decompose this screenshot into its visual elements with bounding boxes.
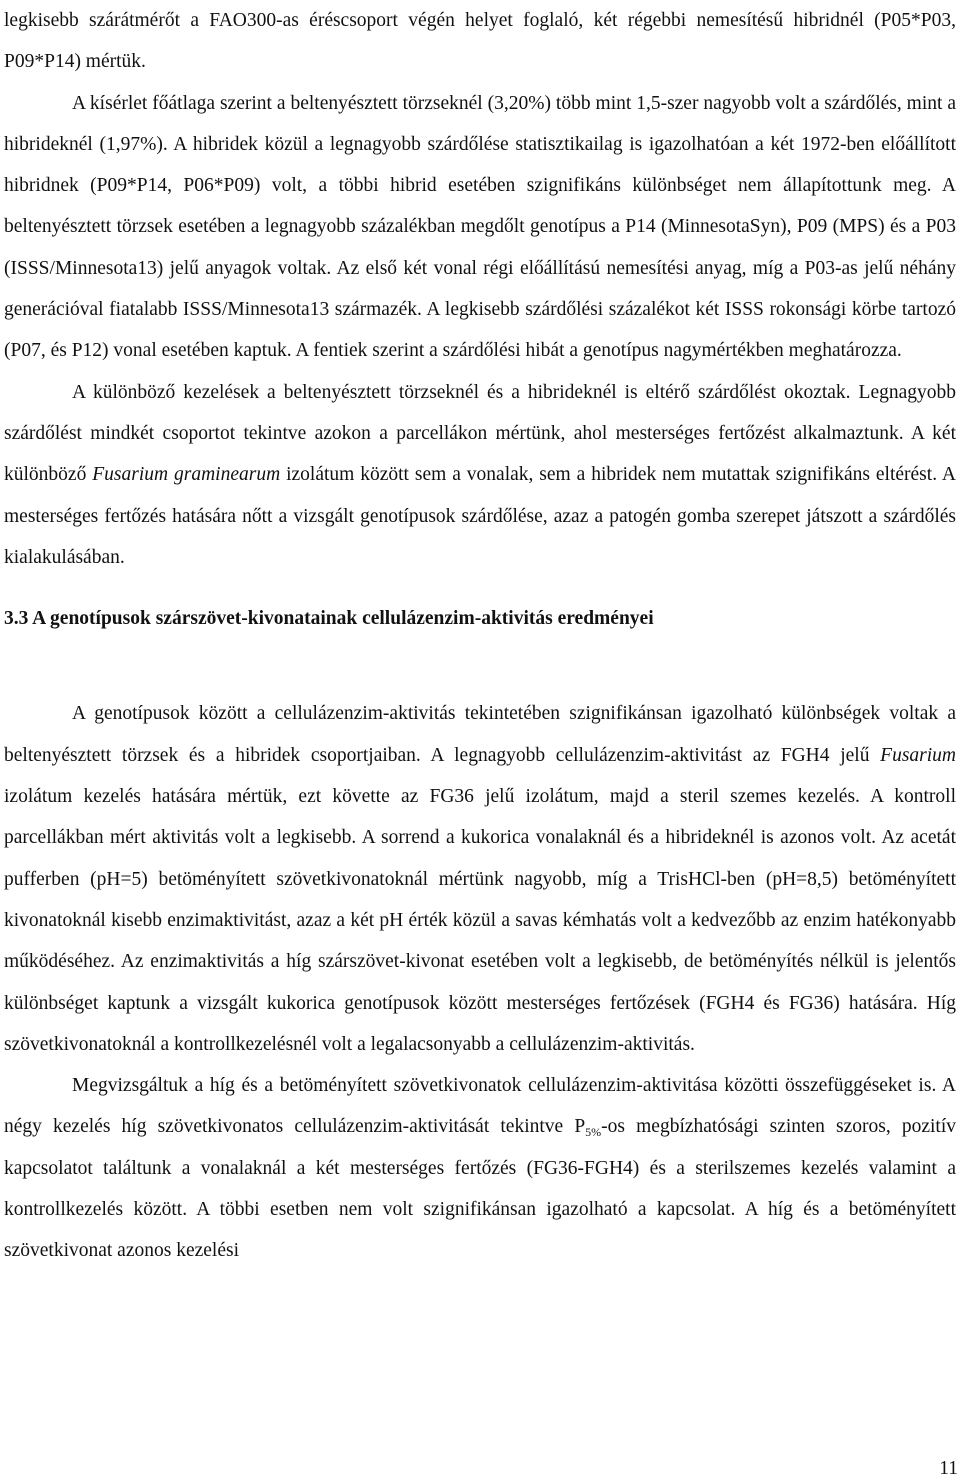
paragraph-4 <box>4 693 956 1065</box>
paragraph-4-genus-name: Fusarium <box>880 744 956 766</box>
significance-subscript: 5% <box>585 1125 602 1140</box>
paragraph-2-text: A kísérlet főátlaga szerint a beltenyésztett törzseknél (3,20%) több mint 1,5-szer nagyobb volt a szárdőlés, mint a hibrideknél (1,97%). A hibridek közül a legnagyobb szárdőlése statisztikailag is igazolhatóan a két 1972-ben előállított hibridnek (P09*P14, P06*P09) volt, a többi hibrid esetében szignifikáns különbséget nem állapítottunk meg. A beltenyésztett törzsek esetében a legnagyobb százalékban megdőlt genotípus a P14 (MinnesotaSyn), P09 (MPS) és a P03 (ISSS/Minnesota13) jelű anyagok voltak. Az első két vonal régi előállítású nemesítési anyag, míg a P03-as jelű néhány generációval fiatalabb ISSS/Minnesota13 származék. A legkisebb szárdőlési százalékot két ISSS rokonsági körbe tartozó (P07, és P12) vonal esetében kaptuk. A fentiek szerint a szárdőlési hibát a genotípus nagymértékben meghatározza. <box>4 92 956 362</box>
paragraph-3-species-name: Fusarium graminearum <box>92 464 281 486</box>
document-page <box>4 0 956 1272</box>
page-number: 11 <box>939 1458 958 1479</box>
heading-spacer <box>4 639 956 693</box>
paragraph-1-text: legkisebb szárátmérőt a FAO300-as éréscsoport végén helyet foglaló, két régebbi nemesítésű hibridnél (P05*P03, P09*P14) mértük. <box>4 10 956 73</box>
paragraph-3-text-a: A különböző kezelések a beltenyésztett törzseknél és a hibrideknél is eltérő szárdőlést okoztak. Legnagyobb szárdőlést mindkét csoportot tekintve azokon a parcellákon mértünk, ahol mesterséges fertőzést alkalmaztunk. A két különböző <box>4 381 956 486</box>
paragraph-4-text-b: izolátum kezelés hatására mértük, ezt követte az FG36 jelű izolátum, majd a steril szemes kezelés. A kontroll parcellákban mért aktivitás volt a legkisebb. A sorrend a kukorica vonalaknál és a hibrideknél is azonos volt. Az acetát pufferben (pH=5) betöményített szövetkivonatoknál mértünk nagyobb, míg a TrisHCl-ben (pH=8,5) betöményített kivonatoknál kisebb enzimaktivitást, azaz a két pH érték közül a savas kémhatás volt a kedvezőbb az enzim hatékonyabb működéséhez. Az enzimaktivitás a híg szárszövet-kivonat esetében volt a legkisebb, de betöményítés nélkül is jelentős különbséget kaptunk a vizsgált kukorica genotípusok között mesterséges fertőzések (FGH4 és FG36) hatására. Híg szövetkivonatoknál a kontrollkezelésnél volt a legalacsonyabb a cellulázenzim-aktivitás. <box>4 786 956 1055</box>
paragraph-5-text-a: Megvizsgáltuk a híg és a betöményített szövetkivonatok cellulázenzim-aktivitása közötti összefüggéseket is. A négy kezelés híg szövetkivonatos cellulázenzim-aktivitását tekintve P <box>4 1075 956 1138</box>
paragraph-3-text-b: izolátum között sem a vonalak, sem a hibridek nem mutattak szignifikáns eltérést. A mesterséges fertőzés hatására nőtt a vizsgált genotípusok szárdőlése, azaz a patogén gomba szerepet játszott a szárdőlés kialakulásában. <box>4 464 956 568</box>
paragraph-4-text-a: A genotípusok között a cellulázenzim-aktivitás tekintetében szignifikánsan igazolható különbségek voltak a beltenyésztett törzsek és a hibridek csoportjaiban. A legnagyobb cellulázenzim-aktivitást az FGH4 jelű <box>4 703 956 766</box>
paragraph-1 <box>4 0 956 83</box>
paragraph-3 <box>4 372 956 578</box>
section-heading: 3.3 A genotípusok szárszövet-kivonatainak cellulázenzim-aktivitás eredményei <box>4 608 654 630</box>
paragraph-5-text-b: -os megbízhatósági szinten szoros, pozitív kapcsolatot találtunk a vonalaknál a két mesterséges fertőzés (FG36-FGH4) és a sterilszemes kezelés valamint a kontrollkezelés között. A többi esetben nem volt szignifikánsan igazolható a kapcsolat. A híg és a betöményített szövetkivonat azonos kezelési <box>4 1116 956 1262</box>
paragraph-5 <box>4 1065 956 1271</box>
paragraph-2 <box>4 83 956 372</box>
